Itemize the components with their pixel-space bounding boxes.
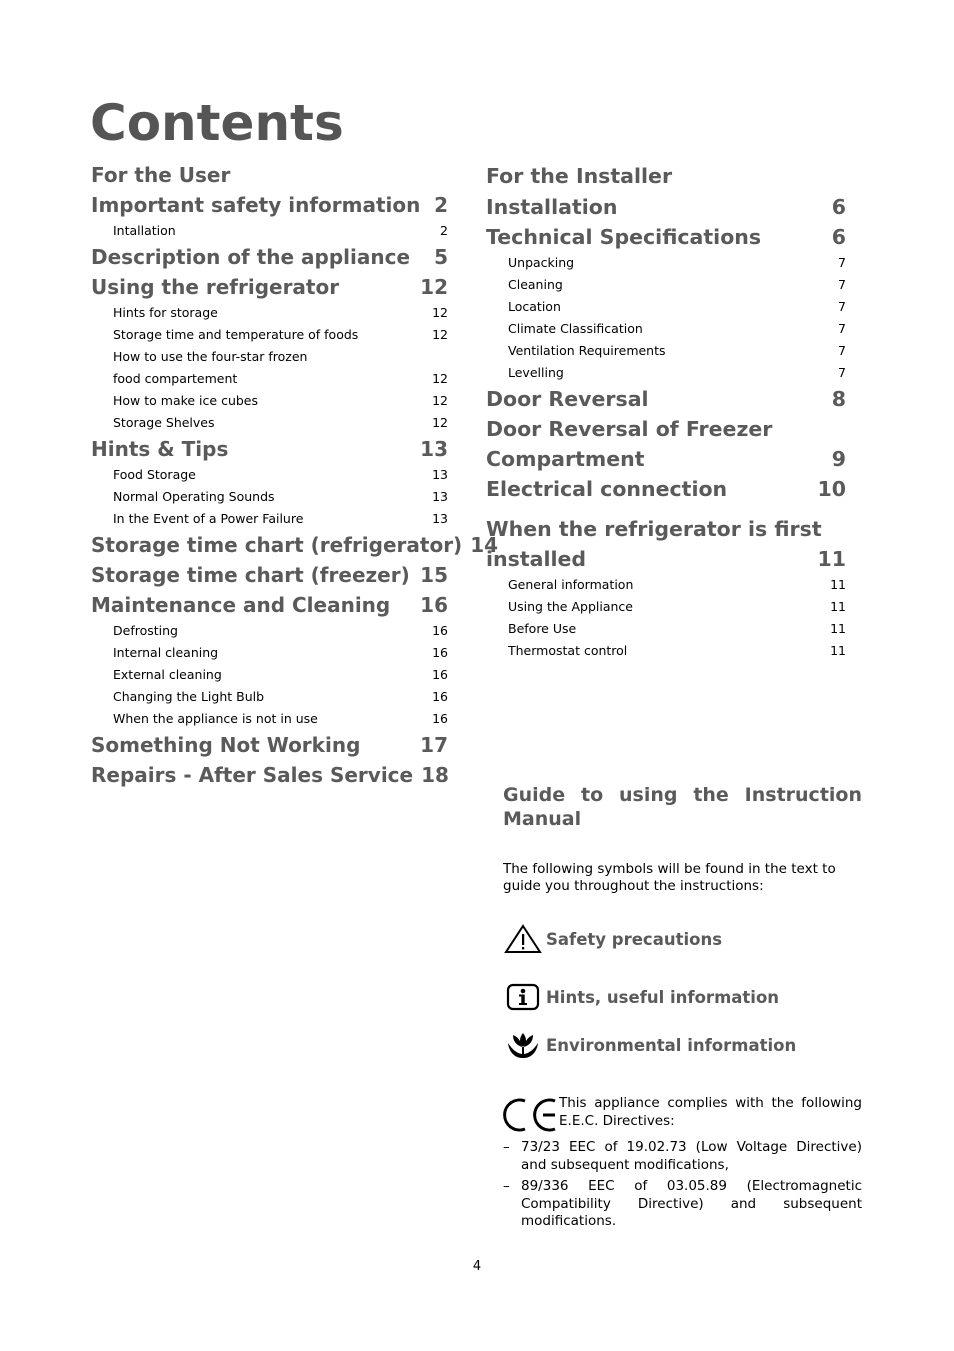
toc-page-number: 11: [830, 599, 846, 614]
toc-subsection-row: [486, 296, 846, 318]
toc-subsection-row: [91, 368, 448, 390]
toc-entry-label: Maintenance and Cleaning: [91, 593, 391, 617]
info-icon: [503, 979, 543, 1015]
toc-page-number: 11: [830, 643, 846, 658]
toc-page-number: 12: [420, 275, 448, 299]
toc-subsection-row: [486, 574, 846, 596]
toc-page-number: 13: [432, 489, 448, 504]
toc-entry-label: External cleaning: [113, 667, 222, 682]
toc-page-number: 12: [432, 371, 448, 386]
toc-section-row: [486, 474, 846, 504]
toc-section-row: [91, 560, 448, 590]
guide-title: Guide to using the Instruction Manual: [503, 784, 862, 830]
list-dash: –: [503, 1178, 510, 1194]
toc-entry-label: Location: [508, 299, 561, 314]
toc-section-row: [91, 760, 448, 790]
toc-subsection-row: [91, 508, 448, 530]
toc-page-number: 7: [838, 299, 846, 314]
toc-section-row: [486, 514, 846, 544]
toc-page-number: 7: [838, 255, 846, 270]
toc-page-number: 16: [420, 593, 448, 617]
toc-subsection-row: [91, 346, 448, 368]
toc-subsection-row: [486, 252, 846, 274]
toc-section-row: [91, 730, 448, 760]
toc-page-number: 11: [830, 621, 846, 636]
toc-section-row: [91, 272, 448, 302]
toc-spacer: [486, 504, 846, 514]
symbol-safety: [503, 919, 862, 959]
toc-page-number: 16: [432, 645, 448, 660]
toc-subsection-row: [486, 318, 846, 340]
toc-entry-label: Climate Classification: [508, 321, 643, 336]
toc-entry-label: Something Not Working: [91, 733, 361, 757]
toc-section-row: [91, 242, 448, 272]
toc-entry-label: In the Event of a Power Failure: [113, 511, 304, 526]
toc-page-number: 12: [432, 305, 448, 320]
toc-page-number: 8: [831, 387, 846, 411]
toc-entry-label: Thermostat control: [508, 643, 628, 658]
toc-page-number: 16: [432, 623, 448, 638]
toc-entry-label: Unpacking: [508, 255, 575, 270]
toc-entry-label: Storage time chart (refrigerator): [91, 533, 463, 557]
toc-entry-label: Food Storage: [113, 467, 196, 482]
list-dash: –: [503, 1139, 510, 1155]
directive-text: 89/336 EEC of 03.05.89 (Electromagnetic Compatibility Directive) and subsequent modifications.: [521, 1178, 862, 1229]
toc-page-number: 2: [440, 223, 448, 238]
toc-installer-header: [486, 160, 846, 192]
ce-compliance: [503, 1095, 862, 1231]
toc-subsection-row: [91, 686, 448, 708]
ce-intro-row: [503, 1095, 862, 1135]
toc-page-number: 16: [432, 667, 448, 682]
toc-page-number: 5: [434, 245, 448, 269]
toc-page-number: 13: [432, 467, 448, 482]
toc-subsection-row: [91, 620, 448, 642]
toc-subsection-row: [486, 596, 846, 618]
toc-entry-label: Hints for storage: [113, 305, 218, 320]
toc-section-row: [486, 444, 846, 474]
toc-entry-label: Description of the appliance: [91, 245, 411, 269]
symbol-label: Safety precautions: [546, 929, 723, 949]
toc-user-list: [91, 190, 499, 790]
toc-installer-column: [486, 160, 846, 662]
toc-entry-label: Door Reversal of Freezer: [486, 417, 773, 441]
toc-subsection-row: [91, 708, 448, 730]
guide-intro: The following symbols will be found in the text to guide you throughout the instructions:: [503, 861, 836, 894]
toc-page-number: 6: [831, 225, 846, 249]
toc-entry-label: food compartement: [113, 371, 238, 386]
toc-section-row: [91, 434, 448, 464]
toc-subsection-row: [91, 412, 448, 434]
toc-subsection-row: [91, 642, 448, 664]
toc-page-number: 13: [432, 511, 448, 526]
toc-entry-label: Using the Appliance: [508, 599, 633, 614]
symbol-environment: [503, 1025, 862, 1065]
toc-page-number: 7: [838, 277, 846, 292]
toc-installer-list: [486, 192, 846, 662]
toc-entry-label: Normal Operating Sounds: [113, 489, 275, 504]
page-number: 4: [472, 1259, 482, 1274]
symbol-label: Environmental information: [546, 1035, 797, 1055]
toc-entry-label: installed: [486, 547, 587, 571]
guide-section: [503, 783, 862, 1065]
toc-entry-label: How to use the four-star frozen: [113, 349, 308, 364]
directive-item: [503, 1178, 862, 1231]
toc-entry-label: Electrical connection: [486, 477, 728, 501]
toc-page-number: 7: [838, 365, 846, 380]
toc-header-label: For the Installer: [486, 164, 673, 188]
toc-section-row: [486, 192, 846, 222]
toc-entry-label: Cleaning: [508, 277, 563, 292]
toc-subsection-row: [486, 640, 846, 662]
toc-entry-label: General information: [508, 577, 634, 592]
ce-intro-text: This appliance complies with the following E.E.C. Directives:: [559, 1095, 862, 1129]
toc-section-row: [486, 222, 846, 252]
toc-page-number: 2: [434, 193, 448, 217]
toc-entry-label: Door Reversal: [486, 387, 649, 411]
symbol-label: Hints, useful information: [546, 987, 780, 1007]
toc-entry-label: Using the refrigerator: [91, 275, 340, 299]
toc-page-number: 7: [838, 321, 846, 336]
toc-entry-label: Levelling: [508, 365, 564, 380]
toc-entry-label: Defrosting: [113, 623, 178, 638]
toc-page-number: 12: [432, 415, 448, 430]
toc-entry-label: Storage time chart (freezer): [91, 563, 410, 587]
toc-section-row: [486, 384, 846, 414]
toc-entry-label: Before Use: [508, 621, 577, 636]
toc-page-number: 12: [432, 327, 448, 342]
toc-section-row: [91, 590, 448, 620]
toc-entry-label: Repairs - After Sales Service: [91, 763, 414, 787]
toc-entry-label: When the refrigerator is first: [486, 517, 822, 541]
toc-section-row: [486, 544, 846, 574]
toc-subsection-row: [91, 486, 448, 508]
toc-page-number: 7: [838, 343, 846, 358]
toc-subsection-row: [486, 618, 846, 640]
toc-entry-label: Compartment: [486, 447, 645, 471]
toc-subsection-row: [91, 664, 448, 686]
toc-page-number: 6: [831, 195, 846, 219]
toc-section-row: [91, 530, 499, 560]
page-title: Contents: [90, 94, 344, 152]
toc-page-number: 18: [421, 763, 449, 787]
flower-icon: [503, 1027, 543, 1063]
toc-subsection-row: [486, 362, 846, 384]
toc-entry-label: Changing the Light Bulb: [113, 689, 265, 704]
toc-page-number: 17: [420, 733, 448, 757]
toc-page-number: 11: [817, 547, 846, 571]
directive-item: [503, 1139, 862, 1174]
toc-section-row: [486, 414, 846, 444]
toc-entry-label: Installation: [486, 195, 618, 219]
toc-page-number: 16: [432, 689, 448, 704]
toc-entry-label: Important safety information: [91, 193, 421, 217]
directive-text: 73/23 EEC of 19.02.73 (Low Voltage Directive) and subsequent modifications,: [521, 1139, 862, 1173]
toc-subsection-row: [91, 220, 448, 242]
toc-subsection-row: [486, 274, 846, 296]
toc-entry-label: How to make ice cubes: [113, 393, 259, 408]
toc-entry-label: Technical Specifications: [486, 225, 762, 249]
toc-page-number: 16: [432, 711, 448, 726]
toc-user-column: [91, 160, 499, 790]
toc-entry-label: Hints & Tips: [91, 437, 229, 461]
toc-user-header: [91, 160, 448, 190]
symbol-hints: [503, 977, 862, 1017]
toc-entry-label: Intallation: [113, 223, 176, 238]
toc-section-row: [91, 190, 448, 220]
toc-subsection-row: [91, 302, 448, 324]
toc-page-number: 13: [420, 437, 448, 461]
toc-header-label: For the User: [91, 163, 231, 187]
toc-entry-label: Storage time and temperature of foods: [113, 327, 359, 342]
toc-entry-label: Internal cleaning: [113, 645, 219, 660]
toc-page-number: 12: [432, 393, 448, 408]
toc-page-number: 11: [830, 577, 846, 592]
toc-page-number: 15: [420, 563, 448, 587]
toc-subsection-row: [91, 464, 448, 486]
toc-subsection-row: [91, 324, 448, 346]
toc-page-number: 9: [831, 447, 846, 471]
warning-triangle-icon: [503, 921, 543, 957]
toc-entry-label: Ventilation Requirements: [508, 343, 666, 358]
toc-subsection-row: [486, 340, 846, 362]
toc-entry-label: Storage Shelves: [113, 415, 215, 430]
toc-entry-label: When the appliance is not in use: [113, 711, 318, 726]
toc-subsection-row: [91, 390, 448, 412]
toc-page-number: 14: [470, 533, 499, 557]
toc-page-number: 10: [817, 477, 846, 501]
ce-mark-icon: [503, 1095, 559, 1135]
